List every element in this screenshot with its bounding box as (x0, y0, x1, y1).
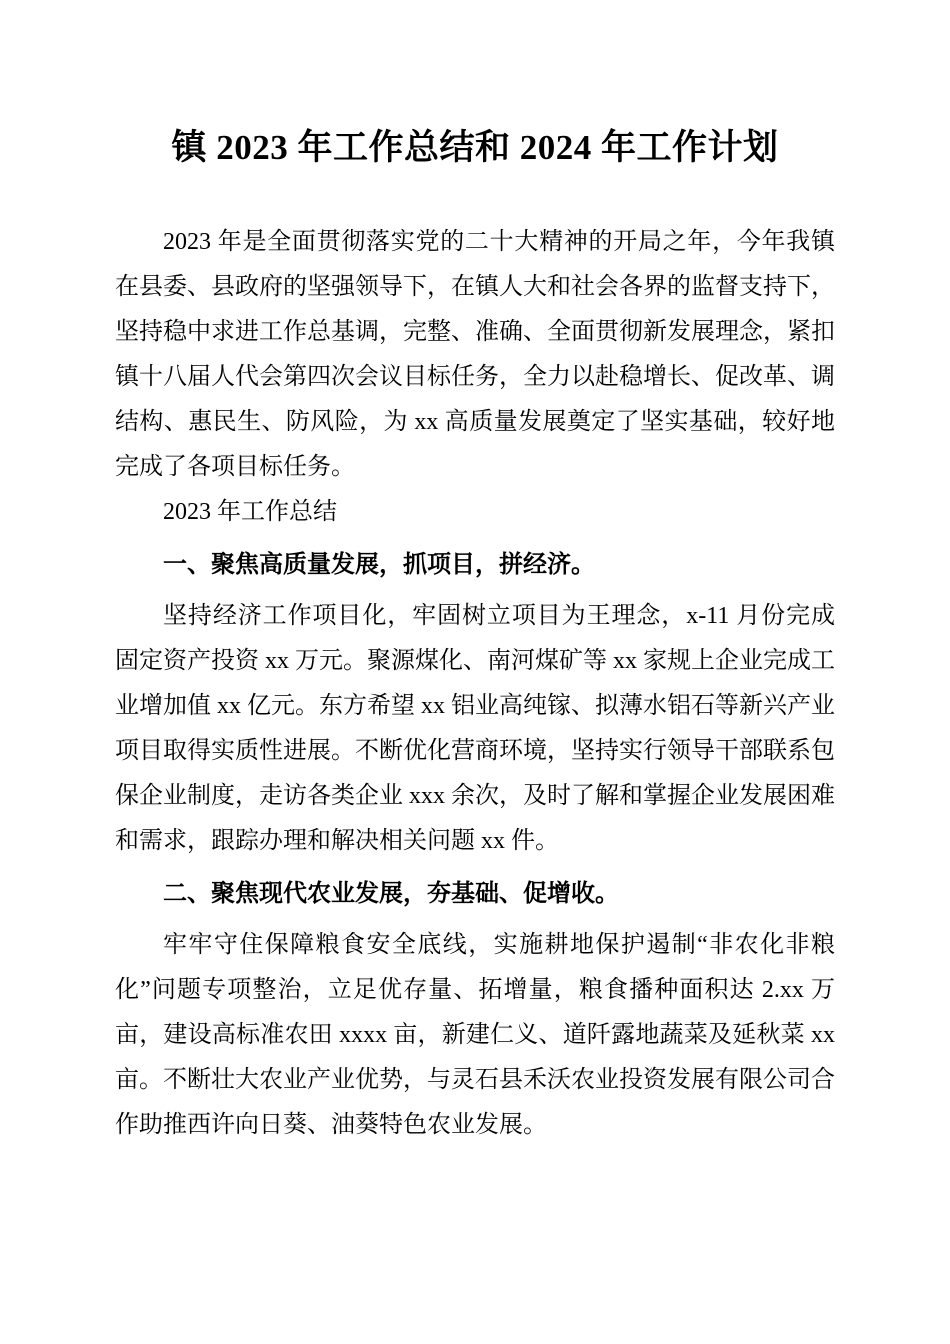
paragraph-summary-label: 2023 年工作总结 (163, 498, 337, 525)
paragraph-section-2: 牢牢守住保障粮食安全底线，实施耕地保护遏制“非农化非粮化”问题专项整治，立足优存量、拓增量，粮食播种面积达 2.xx 万亩，建设高标准农田 xxxx 亩，新建仁义、道阡露地蔬菜及延秋菜 xx 亩。不断壮大农业产业优势，与灵石县禾沃农业投资发展有限公司合作助推西许向日葵、油葵特色农业发展。 (115, 931, 835, 1138)
section-heading-1: 一、聚焦高质量发展，抓项目，拼经济。 (163, 550, 595, 578)
paragraph-section-1: 坚持经济工作项目化，牢固树立项目为王理念，x-11 月份完成固定资产投资 xx 万元。聚源煤化、南河煤矿等 xx 家规上企业完成工业增加值 xx 亿元。东方希望 xx 铝业高纯镓、拟薄水铝石等新兴产业项目取得实质性进展。不断优化营商环境，坚持实行领导干部联系包保企业制度，走访各类企业 xxx 余次，及时了解和掌握企业发展困难和需求，跟踪办理和解决相关问题 xx 件。 (115, 602, 835, 854)
paragraph-intro: 2023 年是全面贯彻落实党的二十大精神的开局之年，今年我镇在县委、县政府的坚强领导下，在镇人大和社会各界的监督支持下，坚持稳中求进工作总基调，完整、准确、全面贯彻新发展理念，紧扣镇十八届人代会第四次会议目标任务，全力以赴稳增长、促改革、调结构、惠民生、防风险，为 xx 高质量发展奠定了坚实基础，较好地完成了各项目标任务。 (115, 228, 835, 480)
section-heading-2: 二、聚焦现代农业发展，夯基础、促增收。 (163, 879, 619, 907)
document-title: 镇 2023 年工作总结和 2024 年工作计划 (171, 128, 779, 167)
